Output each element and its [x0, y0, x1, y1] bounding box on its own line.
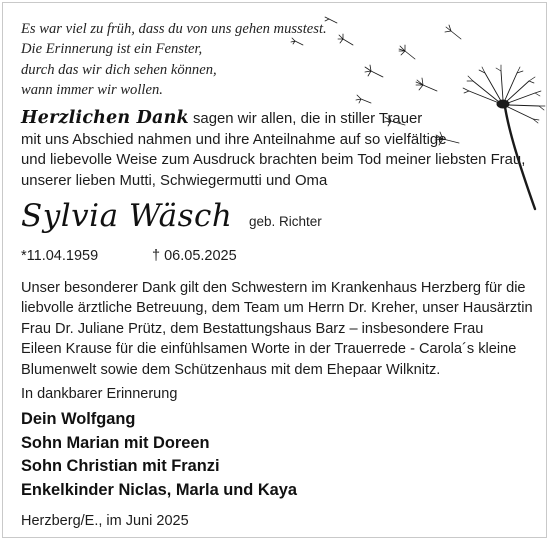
special-thanks-paragraph [21, 278, 546, 380]
signer: Dein Wolfgang [21, 410, 136, 428]
poem-line: Es war viel zu früh, dass du von uns gehen musstest. [21, 21, 327, 37]
deceased-name: Sylvia Wäsch [21, 198, 233, 234]
poem-line: durch das wir dich sehen können, [21, 61, 217, 78]
thanks-line: unserer lieben Mutti, Schwiegermutti und Oma [21, 172, 328, 189]
life-dates [21, 248, 421, 268]
thanks-first-line-text: sagen wir allen, die in stiller Trauer [188, 111, 423, 127]
thanks-line: und liebevolle Weise zum Ausdruck brachten beim Tod meiner liebsten Frau, [21, 152, 526, 169]
obituary-notice [2, 2, 547, 538]
birth-date: *11.04.1959 [21, 248, 99, 264]
signer: Enkelkinder Niclas, Marla und Kaya [21, 480, 298, 499]
special-thanks-line: Frau Dr. Juliane Prütz, dem Bestattungshaus Barz – insbesondere Frau [21, 320, 484, 337]
signers-list [21, 408, 541, 502]
place-date: Herzberg/E., im Juni 2025 [21, 513, 189, 529]
death-date: † 06.05.2025 [152, 248, 237, 264]
memory-line: In dankbarer Erinnerung [21, 386, 178, 402]
poem-line: wann immer wir wollen. [21, 81, 163, 98]
poem-line: Die Erinnerung ist ein Fenster, [21, 41, 203, 58]
poem [21, 19, 381, 100]
signer: Sohn Christian mit Franzi [21, 457, 220, 476]
special-thanks-line: liebvolle ärztliche Betreuung, dem Team um Herrn Dr. Kreher, unser Hausärztin [21, 300, 533, 317]
thanks-first-line [21, 108, 541, 130]
special-thanks-line: Blumenwelt sowie dem Schützenhaus mit dem Ehepaar Wilknitz. [21, 361, 441, 378]
special-thanks-line: Unser besonderer Dank gilt den Schwestern im Krankenhaus Herzberg für die [21, 280, 526, 296]
special-thanks-line: Eileen Krause für die einfühlsamen Worte in der Trauerrede - Carola´s kleine [21, 341, 517, 358]
thanks-line: mit uns Abschied nahmen und ihre Anteilnahme auf so vielfältige [21, 131, 447, 148]
thanks-paragraph [21, 108, 541, 191]
thanks-heading: Herzlichen Dank [21, 108, 189, 128]
signer: Sohn Marian mit Doreen [21, 433, 210, 452]
maiden-name: geb. Richter [249, 214, 322, 229]
deceased-name-row [21, 196, 541, 240]
